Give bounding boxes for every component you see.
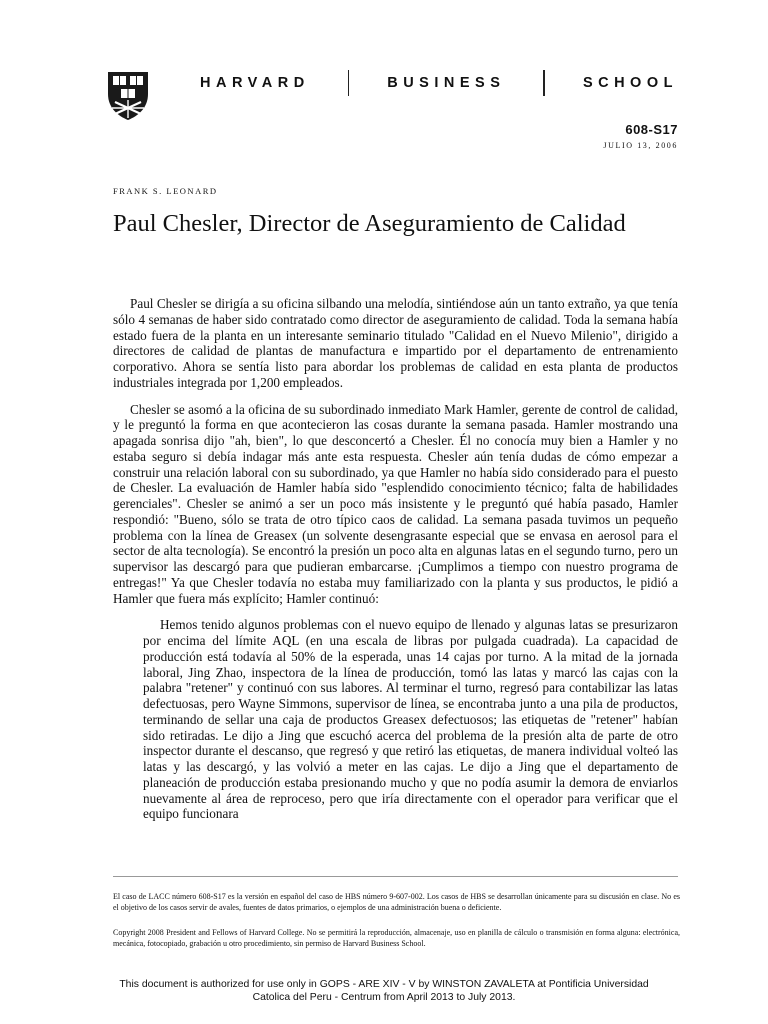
block-quote: Hemos tenido algunos problemas con el nuevo equipo de llenado y algunas latas se presurizaron por encima del límite AQL (en una escala de libras por pulgada cuadrada). La capacidad de producción está todavía al 50% de la esperada, unas 14 cajas por turno. A la mitad de la jornada laboral, Jing Zhao, inspectora de la línea de producción, tomó las latas y marcó las cajas con la palabra "retener" y continuó con sus labores. Al terminar el turno, regresó para contabilizar las latas defectuosas, pero Wayne Simmons, supervisor de línea, se encontraba junto a una pila de productos, terminando de sellar una caja de productos Greasex defectuosos; las etiquetas de "retener" habían sido retiradas. Le dijo a Jing que escuchó acerca del problema de la presión alta de parte de otro inspector durante el descanso, que regresó y que retiró las etiquetas, de manera individual volteó las latas y las descargó, y las volvió a meter en las cajas. Le dijo a Jing que el departamento de planeación de producción estaba presionando mucho y que no podía asumir la demora de enviarlos nuevamente al área de reproceso, pero que iría directamente con el operador para verificar que el equipo funcionara [143, 617, 678, 822]
body-paragraph: Paul Chesler se dirigía a su oficina silbando una melodía, sintiéndose aún un tanto extraño, ya que tenía sólo 4 semanas de haber sido contratado como director de aseguramiento de calidad. Toda la semana había estado fuera de la planta en un interesante seminario titulado "Calidad en el Nuevo Milenio", dirigido a directores de calidad de plantas de manufactura e impartido por el departamento de entrenamiento corporativo. Ahora se sentía listo para abordar los problemas de calidad en esta planta de productos industriales integrada por 1,200 empleados. [113, 296, 678, 390]
footnote-case-info: El caso de LACC número 608-S17 es la versión en español del caso de HBS número 9-607-002. Los casos de HBS se desarrollan únicamente para su discusión en clase. No es el objetivo de los casos servir de avales, fuentes de datos primarios, o ejemplos de una administración buena o deficiente. [113, 892, 680, 912]
wordmark-business: BUSINESS [387, 75, 506, 91]
body-paragraph: Chesler se asomó a la oficina de su subordinado inmediato Mark Hamler, gerente de control de calidad, y le preguntó la forma en que acontecieron las cosas durante la semana pasada. Hamler mostrando una apagada sonrisa dijo "ah, bien", lo que desconcertó a Chesler. Él no conocía muy bien a Hamler y no estaba seguro si debía indagar más ante esta respuesta. Chesler aún tenía dudas de cómo empezar a construir una relación laboral con su subordinado, ya que Hamler no había sido considerado para el puesto de Chesler. La evaluación de Hamler había sido "esplendido conocimiento técnico; falta de habilidades gerenciales". Chesler se animó a ser un poco más insistente y le preguntó qué había pasado, Hamler respondió: "Bueno, sólo se trata de otro típico caos de calidad. La semana pasada tuvimos un pequeño problema con la línea de Greasex (un solvente desengrasante especial que se envasa en aerosol para el sector de alta tecnología). Se encontró la presión un poco alta en algunas latas en el segundo turno, pero un supervisor las descargó para que pudieran embarcarse. ¡Cumplimos a tiempo con nuestro programa de entregas!" Ya que Chesler todavía no estaba muy familiarizado con la planta y sus productos, le pidió a Hamler que fuera más explícito; Hamler continuó: [113, 401, 678, 606]
wordmark-harvard: HARVARD [200, 75, 310, 91]
authorization-notice [100, 978, 668, 1004]
authorization-line: Catolica del Peru - Centrum from April 2013 to July 2013. [252, 992, 516, 1003]
author-name: FRANK S. LEONARD [113, 186, 218, 196]
footnote-divider [113, 876, 678, 877]
wordmark-school: SCHOOL [582, 75, 678, 91]
case-date: JULIO 13, 2006 [603, 141, 678, 150]
wordmark-divider [543, 70, 545, 96]
wordmark-divider [348, 70, 350, 96]
harvard-shield-logo-icon [106, 70, 150, 122]
case-body [113, 296, 678, 822]
case-number: 608-S17 [625, 122, 678, 137]
footnote-copyright: Copyright 2008 President and Fellows of Harvard College. No se permitirá la reproducción, almacenaje, uso en planilla de cálculo o transmisión en forma alguna: electrónica, mecánica, fotocopiado, grabación u otro procedimiento, sin permiso de Harvard Business School. [113, 928, 680, 948]
authorization-line: This document is authorized for use only in GOPS - ARE XIV - V by WINSTON ZAVALETA at Pontificia Universidad [119, 979, 649, 990]
footnotes [113, 891, 680, 963]
school-wordmark [200, 70, 678, 96]
case-title: Paul Chesler, Director de Aseguramiento de Calidad [113, 210, 626, 237]
